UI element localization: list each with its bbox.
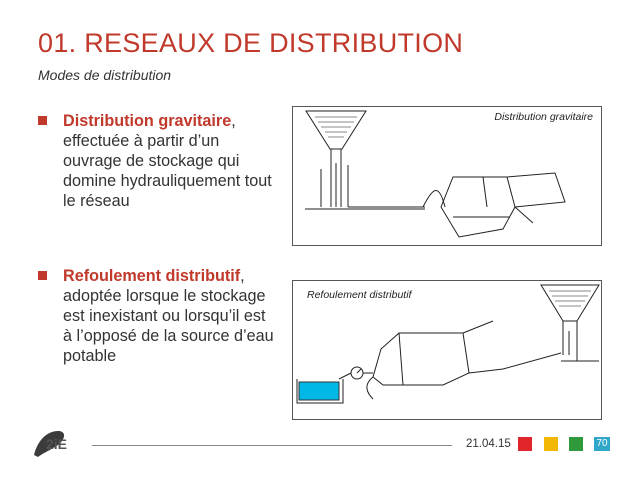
footer-green-square [569,437,583,451]
footer-red-square [518,437,532,451]
slide-subtitle: Modes de distribution [38,67,172,83]
2ie-logo [28,425,84,461]
bullet-square-icon [38,116,47,125]
bullet-square-icon [38,271,47,280]
bullet-heading: Distribution gravitaire [63,112,232,130]
bullet-gravity [38,111,278,211]
page-number: 70 [594,437,610,451]
gravity-schematic [293,107,601,245]
footer-date: 21.04.15 [466,438,511,450]
gravity-distribution-diagram [292,106,602,246]
figure-caption: Distribution gravitaire [494,111,593,123]
pumping-schematic [293,281,601,419]
bullet-text: , adoptée lorsque le stockage est inexistant ou lorsqu’il est à l’opposé de la source d’eau potable [63,267,274,365]
figure-caption: Refoulement distributif [307,289,412,301]
bullet-pumping [38,266,278,366]
footer-yellow-square [544,437,558,451]
pumping-distribution-diagram [292,280,602,420]
bullet-heading: Refoulement distributif [63,267,241,285]
bullet-text: , effectuée à partir d’un ouvrage de stockage qui domine hydrauliquement tout le réseau [63,112,272,210]
slide-title: 01. RESEAUX DE DISTRIBUTION [38,28,464,58]
logo-text: 2iE [46,436,68,452]
footer-divider [92,445,452,446]
